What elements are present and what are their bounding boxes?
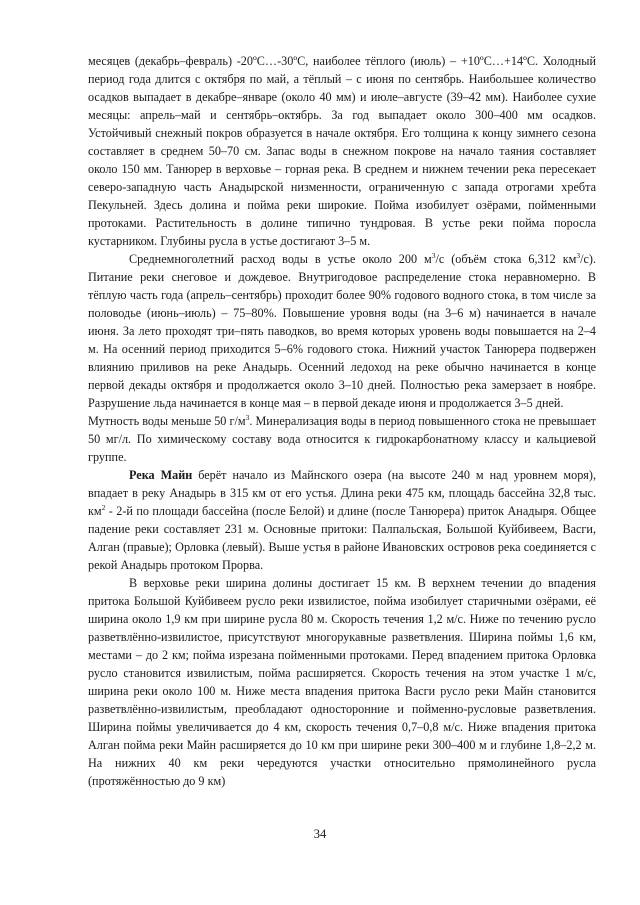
paragraph-climate: месяцев (декабрь–февраль) -20ºC…-30ºC, наиболее тёплого (июль) – +10ºС…+14ºС. Холодный период года длится с октября по май, а тёплый – с июня по сентябрь. Наибольшее количество осадков выпадает в декабре–январе (около 40 мм) и июле–августе (39–42 мм). Наиболее сухие месяцы: апрель–май и сентябрь–октябрь. За год выпадает около 300–400 мм осадков. Устойчивый снежный покров образуется в начале октября. Его толщина к концу зимнего сезона составляет в среднем 50–70 см. Запас воды в снежном покрове на начало таяния составляет около 150 мм. Танюрер в верховье – горная река. В среднем и нижнем течении река пересекает северо-западную часть Анадырской низменности, ограниченную с запада отрогами хребта Пекульней. Здесь долина и пойма реки широкие. Пойма изобилует озёрами, пойменными протоками. Растительность в долине типично тундровая. В устье реки пойма поросла кустарником. Глубины русла в устье достигают 3–5 м. [88,54,596,248]
paragraph-turbidity: Мутность воды меньше 50 $г/м^3$. Минерализация воды в период повышенного стока не превышает 50 мг/л. По химическому составу вода относится к гидрокарбонатному классу и кальциевой группе. [88,412,597,464]
paragraph-discharge: Среднемноголетний расход воды в устье около 200 $м^3/с$ (объём стока 6,312 $км^3/с$). Питание реки снеговое и дождевое. Внутригодовое распределение стока неравномерно. В тёплую часть года (апрель–сентябрь) проходит более 90% годового водного стока, в том числе за половодье (июнь–июль) – 75–80%. Повышение уровня воды (на 3–6 м) начинается в начале июня. За лето проходят три–пять паводков, во время которых уровень воды повышается на 2–4 м. На осенний период приходится 5–6% годового стока. Нижний участок Танюрера подвержен влиянию приливов на реке Анадырь. Осенний ледоход на реке обычно начинается в конце первой декады октября и продолжается около 3–10 дней. Полностью река замерзает в ноябре. Разрушение льда начинается в конце мая – в первой декаде июня и продолжается 3–5 дней. [88,250,597,410]
page-number: 34 [313,827,327,841]
paragraph-main-river: Река Майн берёт начало из Майнского озера (на высоте 240 м над уровнем моря), впадает в реку Анадырь в 315 км от его устья. Длина реки 475 км, площадь бассейна 32,8 тыс. $км^2 - 2-й$ по площади бассейна (после Белой) и длине (после Танюрера) приток Анадыря. Общее падение реки составляет 231 м. Основные притоки: Палпальская, Большой Куйбивеем, Васги, Алган (правые); Орловка (левый). Выше устья в районе Ивановских островов река соединяется с рекой Анадырь протоком Прорва. [88,468,597,572]
paragraph-valley: В верховье реки ширина долины достигает 15 км. В верхнем течении до впадения притока Большой Куйбивеем русло реки извилистое, пойма изобилует старичными озёрами, её ширина около 1,9 км при ширине русла 80 м. Скорость течения 1,2 м/с. Ниже по течению русло разветвлённо-извилистое, присутствуют многорукавные разветвления. Ширина поймы 1,6 км, местами – до 2 км; пойма изрезана пойменными протоками. Перед впадением притока Орловка русло становится извилистым, пойма расширяется. Скорость течения на этом участке 1 м/с, ширина реки около 100 м. Ниже места впадения притока Васги русло реки Майн становится разветвлённо-извилистым, преобладают односторонние и пойменно-русловые разветвления. Ширина поймы увеличивается до 4 км, скорость течения 0,7–0,8 м/с. Ниже впадения притока Алган пойма реки Майн расширяется до 10 км при ширине реки 300–400 м и глубине 1,8–2,2 м. На нижних 40 км реки чередуются участки относительно прямолинейного русла (протяжённостью до 9 км) [88,576,596,788]
river-heading: Река Майн [129,468,193,482]
body-text [88,52,596,790]
